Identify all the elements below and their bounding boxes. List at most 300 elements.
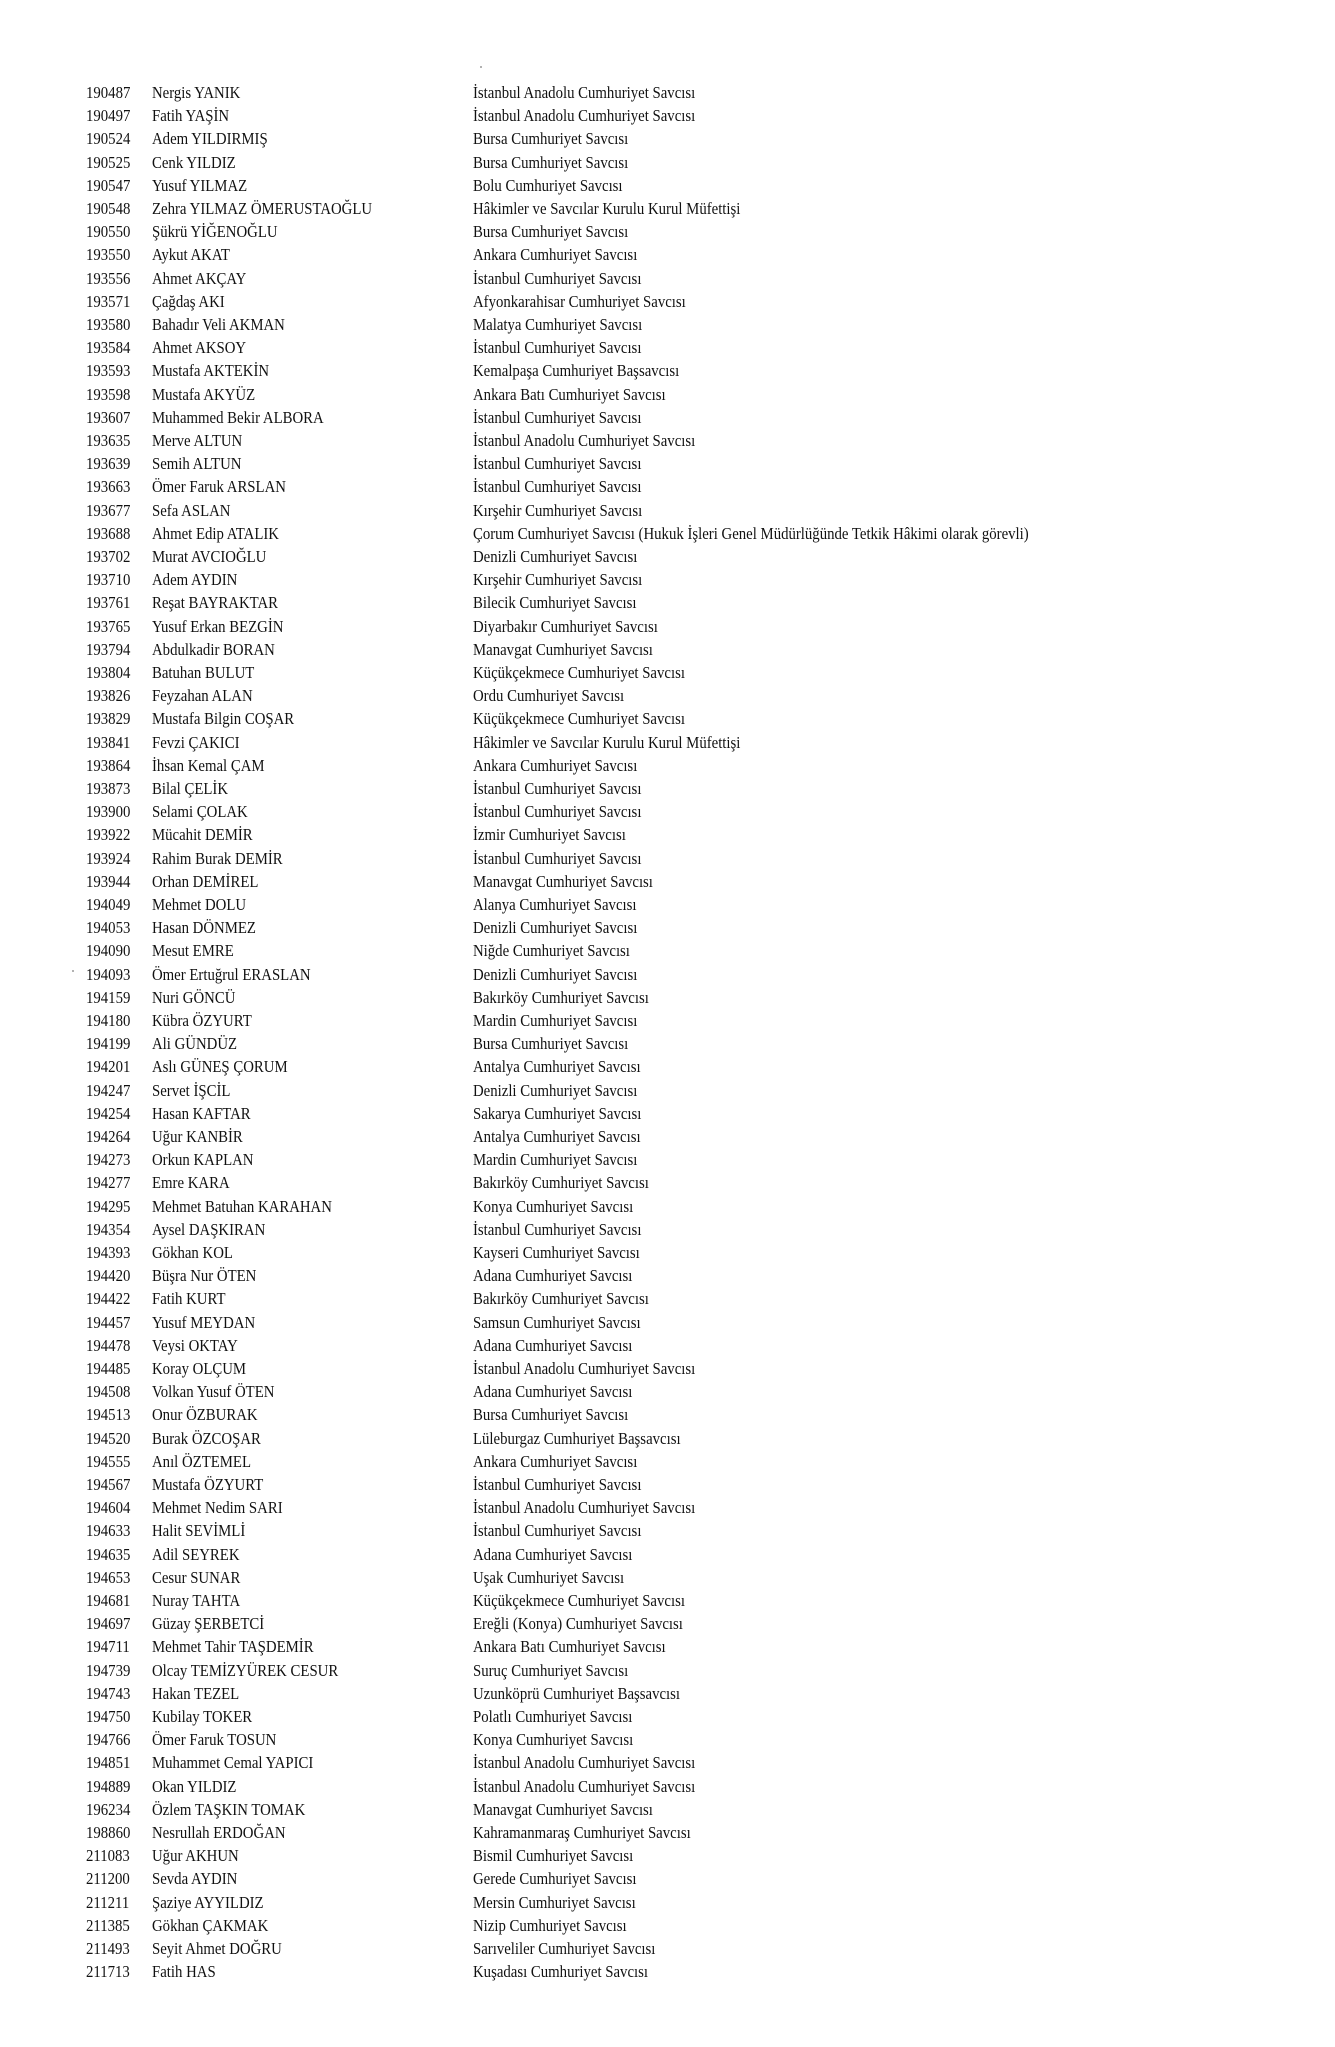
person-name: Nergis YANIK (152, 83, 241, 102)
office-title: İstanbul Anadolu Cumhuriyet Savcısı (473, 1359, 696, 1378)
office-title: Denizli Cumhuriyet Savcısı (473, 1080, 638, 1100)
record-id: 194090 (86, 941, 131, 961)
office-title: Denizli Cumhuriyet Savcısı (473, 547, 638, 566)
person-name: Ömer Ertuğrul ERASLAN (152, 964, 311, 984)
office-title: İstanbul Cumhuriyet Savcısı (473, 407, 642, 427)
list-row (0, 1635, 1335, 1658)
record-id: 194180 (86, 1011, 131, 1030)
office-title: Suruç Cumhuriyet Savcısı (473, 1660, 629, 1680)
office-title: Adana Cumhuriyet Savcısı (473, 1544, 633, 1564)
record-id: 193924 (86, 848, 131, 868)
record-id: 211385 (86, 1915, 130, 1935)
office-title: Nizip Cumhuriyet Savcısı (473, 1915, 627, 1935)
office-title: Malatya Cumhuriyet Savcısı (473, 315, 643, 334)
person-name: Ömer Faruk ARSLAN (152, 477, 286, 497)
record-id: 193864 (86, 755, 131, 775)
list-row (0, 1496, 1335, 1519)
list-row (0, 290, 1335, 313)
record-id: 211493 (86, 1939, 130, 1958)
list-row (0, 1589, 1335, 1612)
record-id: 194159 (86, 987, 131, 1007)
office-title: Bakırköy Cumhuriyet Savcısı (473, 1173, 649, 1193)
record-id: 194422 (86, 1289, 131, 1309)
record-id: 194739 (86, 1660, 131, 1680)
office-title: Mardin Cumhuriyet Savcısı (473, 1150, 638, 1170)
person-name: Nesrullah ERDOĞAN (152, 1823, 286, 1842)
record-id: 194420 (86, 1266, 131, 1286)
list-row (0, 151, 1335, 174)
list-row (0, 1427, 1335, 1450)
person-name: Ali GÜNDÜZ (152, 1034, 238, 1054)
list-row (0, 174, 1335, 197)
record-id: 194681 (86, 1591, 131, 1610)
record-id: 193765 (86, 616, 131, 636)
record-id: 194093 (86, 964, 131, 984)
person-name: Burak ÖZCOŞAR (152, 1428, 261, 1448)
record-id: 194766 (86, 1730, 131, 1750)
list-row (0, 359, 1335, 382)
office-title: Manavgat Cumhuriyet Savcısı (473, 1799, 653, 1819)
person-name: Fatih YAŞİN (152, 106, 230, 126)
list-row (0, 1218, 1335, 1241)
list-row (0, 429, 1335, 452)
office-title: Polatlı Cumhuriyet Savcısı (473, 1707, 633, 1726)
list-row (0, 1751, 1335, 1774)
office-title: Sarıveliler Cumhuriyet Savcısı (473, 1939, 656, 1958)
office-title: Konya Cumhuriyet Savcısı (473, 1196, 634, 1216)
office-title: Bursa Cumhuriyet Savcısı (473, 1034, 629, 1054)
person-name: Fatih KURT (152, 1289, 226, 1309)
person-name: Semih ALTUN (152, 454, 242, 474)
record-id: 193922 (86, 825, 131, 845)
person-name: Rahim Burak DEMİR (152, 848, 283, 868)
person-name: Cenk YILDIZ (152, 152, 236, 172)
office-title: Bursa Cumhuriyet Savcısı (473, 222, 629, 242)
list-row (0, 1079, 1335, 1102)
office-title: Adana Cumhuriyet Savcısı (473, 1335, 633, 1355)
record-id: 194743 (86, 1683, 131, 1703)
person-name: Bahadır Veli AKMAN (152, 315, 285, 334)
office-title: Uzunköprü Cumhuriyet Başsavcısı (473, 1683, 681, 1703)
person-name: Ahmet Edip ATALIK (152, 523, 279, 543)
office-title: Niğde Cumhuriyet Savcısı (473, 941, 630, 961)
office-title: Çorum Cumhuriyet Savcısı (Hukuk İşleri Genel Müdürlüğünde Tetkik Hâkimi olarak görevli) (473, 523, 1029, 543)
record-id: 193688 (86, 523, 131, 543)
record-id: 193841 (86, 732, 131, 752)
person-name: Reşat BAYRAKTAR (152, 593, 279, 613)
office-title: İstanbul Cumhuriyet Savcısı (473, 848, 642, 868)
record-id: 190487 (86, 83, 131, 102)
list-row (0, 661, 1335, 684)
person-name: Nuri GÖNCÜ (152, 987, 236, 1007)
list-row (0, 1612, 1335, 1635)
record-id: 211713 (86, 1962, 130, 1982)
office-title: Ankara Cumhuriyet Savcısı (473, 755, 638, 775)
record-id: 194508 (86, 1382, 131, 1402)
record-id: 193571 (86, 291, 131, 311)
person-name: Orhan DEMİREL (152, 871, 259, 891)
record-id: 194201 (86, 1057, 131, 1077)
scan-speck (72, 970, 74, 972)
record-id: 193761 (86, 593, 131, 613)
office-title: Denizli Cumhuriyet Savcısı (473, 918, 638, 938)
record-id: 193584 (86, 338, 131, 358)
office-title: Bismil Cumhuriyet Savcısı (473, 1846, 634, 1866)
record-id: 211200 (86, 1869, 130, 1889)
list-row (0, 127, 1335, 150)
office-title: Manavgat Cumhuriyet Savcısı (473, 871, 653, 891)
office-title: Bursa Cumhuriyet Savcısı (473, 1405, 629, 1425)
office-title: Bolu Cumhuriyet Savcısı (473, 175, 623, 195)
office-title: İstanbul Cumhuriyet Savcısı (473, 1521, 642, 1541)
person-name: Ömer Faruk TOSUN (152, 1730, 277, 1750)
record-id: 194053 (86, 918, 131, 938)
list-row (0, 939, 1335, 962)
person-name: Sefa ASLAN (152, 500, 231, 520)
record-id: 193826 (86, 686, 131, 706)
record-id: 194478 (86, 1335, 131, 1355)
list-row (0, 1543, 1335, 1566)
record-id: 194633 (86, 1521, 131, 1541)
person-name: Abdulkadir BORAN (152, 639, 275, 659)
office-title: İstanbul Anadolu Cumhuriyet Savcısı (473, 1776, 696, 1796)
list-row (0, 313, 1335, 336)
list-row (0, 1102, 1335, 1125)
record-id: 194555 (86, 1451, 131, 1471)
list-row (0, 1566, 1335, 1589)
record-id: 194513 (86, 1405, 131, 1425)
record-id: 194520 (86, 1428, 131, 1448)
office-title: İstanbul Anadolu Cumhuriyet Savcısı (473, 431, 696, 450)
list-row (0, 1728, 1335, 1751)
record-id: 194711 (86, 1637, 130, 1657)
person-name: Özlem TAŞKIN TOMAK (152, 1799, 306, 1819)
office-title: Kahramanmaraş Cumhuriyet Savcısı (473, 1823, 691, 1842)
record-id: 190548 (86, 199, 131, 218)
person-name: Onur ÖZBURAK (152, 1405, 258, 1425)
person-name: Sevda AYDIN (152, 1869, 238, 1889)
office-title: Bilecik Cumhuriyet Savcısı (473, 593, 637, 613)
office-title: Lüleburgaz Cumhuriyet Başsavcısı (473, 1428, 681, 1448)
person-name: Mehmet Batuhan KARAHAN (152, 1196, 332, 1216)
person-name: Mehmet Nedim SARI (152, 1498, 283, 1518)
office-title: Ankara Cumhuriyet Savcısı (473, 1451, 638, 1471)
record-id: 194851 (86, 1753, 131, 1773)
office-title: İstanbul Cumhuriyet Savcısı (473, 1219, 642, 1239)
person-name: Mehmet Tahir TAŞDEMİR (152, 1637, 314, 1657)
list-row (0, 1659, 1335, 1682)
record-id: 190497 (86, 106, 131, 126)
office-title: Mersin Cumhuriyet Savcısı (473, 1892, 636, 1912)
person-name: Mustafa ÖZYURT (152, 1475, 264, 1494)
person-name: Uğur KANBİR (152, 1127, 243, 1146)
list-row (0, 1682, 1335, 1705)
person-name: Aysel DAŞKIRAN (152, 1219, 266, 1239)
person-name: Hakan TEZEL (152, 1683, 240, 1703)
list-row (0, 754, 1335, 777)
office-title: Kırşehir Cumhuriyet Savcısı (473, 500, 643, 520)
list-row (0, 1450, 1335, 1473)
list-row (0, 707, 1335, 730)
office-title: Ankara Batı Cumhuriyet Savcısı (473, 384, 666, 404)
record-id: 194604 (86, 1498, 131, 1518)
office-title: İstanbul Cumhuriyet Savcısı (473, 477, 642, 497)
list-row (0, 1055, 1335, 1078)
record-id: 194049 (86, 895, 131, 914)
record-id: 194457 (86, 1312, 131, 1332)
record-id: 190550 (86, 222, 131, 242)
person-name: Orkun KAPLAN (152, 1150, 254, 1170)
list-row (0, 870, 1335, 893)
record-id: 193900 (86, 802, 131, 822)
office-title: Kırşehir Cumhuriyet Savcısı (473, 570, 643, 590)
list-row (0, 986, 1335, 1009)
list-row (0, 1519, 1335, 1542)
office-title: Bakırköy Cumhuriyet Savcısı (473, 987, 649, 1007)
list-row (0, 267, 1335, 290)
office-title: İstanbul Anadolu Cumhuriyet Savcısı (473, 106, 696, 126)
record-id: 193794 (86, 639, 131, 659)
person-name: Feyzahan ALAN (152, 686, 253, 706)
person-name: Yusuf MEYDAN (152, 1312, 256, 1332)
person-name: Güzay ŞERBETCİ (152, 1614, 265, 1634)
list-row (0, 1334, 1335, 1357)
list-row (0, 104, 1335, 127)
office-title: Bursa Cumhuriyet Savcısı (473, 129, 629, 149)
record-id: 193580 (86, 315, 131, 334)
list-row (0, 1473, 1335, 1496)
record-id: 194653 (86, 1567, 131, 1587)
record-id: 194393 (86, 1243, 131, 1262)
person-name: Şaziye AYYILDIZ (152, 1892, 264, 1912)
person-name: Mücahit DEMİR (152, 825, 253, 845)
record-id: 193639 (86, 454, 131, 474)
list-row (0, 1844, 1335, 1867)
person-name: Mustafa AKYÜZ (152, 384, 256, 404)
record-id: 194750 (86, 1707, 131, 1726)
list-row (0, 1264, 1335, 1287)
list-row (0, 452, 1335, 475)
record-id: 193873 (86, 779, 131, 798)
person-name: Servet İŞCİL (152, 1080, 231, 1100)
office-title: İstanbul Cumhuriyet Savcısı (473, 268, 642, 288)
record-id: 193550 (86, 245, 131, 265)
list-row (0, 638, 1335, 661)
person-name: Muhammet Cemal YAPICI (152, 1753, 314, 1773)
list-row (0, 1195, 1335, 1218)
person-name: Kübra ÖZYURT (152, 1011, 252, 1030)
person-name: Adil SEYREK (152, 1544, 240, 1564)
list-row (0, 916, 1335, 939)
list-row (0, 1241, 1335, 1264)
record-id: 194273 (86, 1150, 131, 1170)
office-title: Ereğli (Konya) Cumhuriyet Savcısı (473, 1614, 683, 1634)
office-title: Uşak Cumhuriyet Savcısı (473, 1567, 625, 1587)
list-row (0, 963, 1335, 986)
list-row (0, 1009, 1335, 1032)
record-id: 193635 (86, 431, 131, 450)
person-name: Mustafa AKTEKİN (152, 361, 270, 381)
record-id: 194354 (86, 1219, 131, 1239)
person-name: Hasan DÖNMEZ (152, 918, 256, 938)
record-id: 193598 (86, 384, 131, 404)
person-name: Anıl ÖZTEMEL (152, 1451, 252, 1471)
person-name: Nuray TAHTA (152, 1591, 241, 1610)
person-name: Fevzi ÇAKICI (152, 732, 240, 752)
office-title: Antalya Cumhuriyet Savcısı (473, 1057, 641, 1077)
record-id: 194635 (86, 1544, 131, 1564)
scan-speck (480, 66, 482, 68)
record-id: 211211 (86, 1892, 130, 1912)
person-name: Büşra Nur ÖTEN (152, 1266, 257, 1286)
person-name: Muhammed Bekir ALBORA (152, 407, 324, 427)
record-id: 193804 (86, 663, 131, 682)
office-title: Küçükçekmece Cumhuriyet Savcısı (473, 1591, 685, 1610)
list-row (0, 197, 1335, 220)
list-row (0, 1311, 1335, 1334)
record-id: 193607 (86, 407, 131, 427)
list-row (0, 475, 1335, 498)
list-row (0, 684, 1335, 707)
person-name: Şükrü YİĞENOĞLU (152, 222, 278, 242)
office-title: Adana Cumhuriyet Savcısı (473, 1382, 633, 1402)
office-title: Ankara Cumhuriyet Savcısı (473, 245, 638, 265)
person-name: Veysi OKTAY (152, 1335, 238, 1355)
person-name: Mustafa Bilgin COŞAR (152, 709, 295, 729)
office-title: Denizli Cumhuriyet Savcısı (473, 964, 638, 984)
office-title: Ankara Batı Cumhuriyet Savcısı (473, 1637, 666, 1657)
person-name: Ahmet AKSOY (152, 338, 247, 358)
person-name: Yusuf YILMAZ (152, 175, 248, 195)
person-name: Batuhan BULUT (152, 663, 255, 682)
person-name: Seyit Ahmet DOĞRU (152, 1939, 282, 1958)
office-title: İstanbul Cumhuriyet Savcısı (473, 454, 642, 474)
office-title: Konya Cumhuriyet Savcısı (473, 1730, 634, 1750)
office-title: Afyonkarahisar Cumhuriyet Savcısı (473, 291, 686, 311)
record-id: 194254 (86, 1103, 131, 1123)
record-id: 211083 (86, 1846, 130, 1866)
list-row (0, 1403, 1335, 1426)
list-row (0, 1705, 1335, 1728)
office-title: Adana Cumhuriyet Savcısı (473, 1266, 633, 1286)
list-row (0, 81, 1335, 104)
office-title: Kuşadası Cumhuriyet Savcısı (473, 1962, 649, 1982)
office-title: Bursa Cumhuriyet Savcısı (473, 152, 629, 172)
list-row (0, 591, 1335, 614)
list-row (0, 522, 1335, 545)
office-title: İzmir Cumhuriyet Savcısı (473, 825, 626, 845)
person-name: Ahmet AKÇAY (152, 268, 247, 288)
person-name: Zehra YILMAZ ÖMERUSTAOĞLU (152, 199, 373, 218)
list-row (0, 1287, 1335, 1310)
record-id: 194199 (86, 1034, 131, 1054)
person-name: Fatih HAS (152, 1962, 216, 1982)
office-title: Diyarbakır Cumhuriyet Savcısı (473, 616, 658, 636)
record-id: 193593 (86, 361, 131, 381)
person-name: Adem AYDIN (152, 570, 238, 590)
list-row (0, 1032, 1335, 1055)
office-title: Manavgat Cumhuriyet Savcısı (473, 639, 653, 659)
office-title: Küçükçekmece Cumhuriyet Savcısı (473, 709, 685, 729)
list-row (0, 1891, 1335, 1914)
record-id: 194264 (86, 1127, 131, 1146)
list-row (0, 777, 1335, 800)
person-name: Koray OLÇUM (152, 1359, 247, 1378)
list-row (0, 383, 1335, 406)
office-title: İstanbul Anadolu Cumhuriyet Savcısı (473, 1498, 696, 1518)
office-title: Antalya Cumhuriyet Savcısı (473, 1127, 641, 1146)
record-id: 194277 (86, 1173, 131, 1193)
person-name: Halit SEVİMLİ (152, 1521, 246, 1541)
record-id: 194295 (86, 1196, 131, 1216)
list-row (0, 1821, 1335, 1844)
office-title: Bakırköy Cumhuriyet Savcısı (473, 1289, 649, 1309)
person-name: Hasan KAFTAR (152, 1103, 251, 1123)
person-name: Bilal ÇELİK (152, 779, 229, 798)
office-title: Kemalpaşa Cumhuriyet Başsavcısı (473, 361, 680, 381)
list-row (0, 1357, 1335, 1380)
person-name: Yusuf Erkan BEZGİN (152, 616, 284, 636)
list-row (0, 893, 1335, 916)
list-row (0, 823, 1335, 846)
person-name: İhsan Kemal ÇAM (152, 755, 265, 775)
office-title: Gerede Cumhuriyet Savcısı (473, 1869, 637, 1889)
list-row (0, 1914, 1335, 1937)
record-id: 194247 (86, 1080, 131, 1100)
record-id: 193677 (86, 500, 131, 520)
office-title: Ordu Cumhuriyet Savcısı (473, 686, 625, 706)
record-id: 193702 (86, 547, 131, 566)
person-name: Mesut EMRE (152, 941, 234, 961)
list-row (0, 220, 1335, 243)
list-row (0, 800, 1335, 823)
person-name: Uğur AKHUN (152, 1846, 239, 1866)
record-id: 194889 (86, 1776, 131, 1796)
record-id: 196234 (86, 1799, 131, 1819)
list-row (0, 1380, 1335, 1403)
office-title: İstanbul Cumhuriyet Savcısı (473, 802, 642, 822)
list-row (0, 1960, 1335, 1983)
office-title: Alanya Cumhuriyet Savcısı (473, 895, 637, 914)
office-title: Sakarya Cumhuriyet Savcısı (473, 1103, 642, 1123)
list-row (0, 731, 1335, 754)
list-row (0, 243, 1335, 266)
person-name: Volkan Yusuf ÖTEN (152, 1382, 275, 1402)
office-title: İstanbul Cumhuriyet Savcısı (473, 779, 642, 798)
office-title: Hâkimler ve Savcılar Kurulu Kurul Müfettişi (473, 199, 741, 218)
list-row (0, 1775, 1335, 1798)
record-id: 190547 (86, 175, 131, 195)
person-name: Okan YILDIZ (152, 1776, 237, 1796)
person-name: Merve ALTUN (152, 431, 243, 450)
list-row (0, 1171, 1335, 1194)
list-row (0, 1125, 1335, 1148)
record-id: 193663 (86, 477, 131, 497)
office-title: İstanbul Cumhuriyet Savcısı (473, 1475, 642, 1494)
record-id: 190525 (86, 152, 131, 172)
person-name: Aykut AKAT (152, 245, 230, 265)
person-name: Aslı GÜNEŞ ÇORUM (152, 1057, 288, 1077)
record-id: 193829 (86, 709, 131, 729)
person-name: Çağdaş AKI (152, 291, 225, 311)
person-name: Mehmet DOLU (152, 895, 247, 914)
office-title: Küçükçekmece Cumhuriyet Savcısı (473, 663, 685, 682)
person-name: Olcay TEMİZYÜREK CESUR (152, 1660, 339, 1680)
list-row (0, 545, 1335, 568)
record-id: 193710 (86, 570, 131, 590)
person-name: Selami ÇOLAK (152, 802, 248, 822)
office-title: Hâkimler ve Savcılar Kurulu Kurul Müfettişi (473, 732, 741, 752)
